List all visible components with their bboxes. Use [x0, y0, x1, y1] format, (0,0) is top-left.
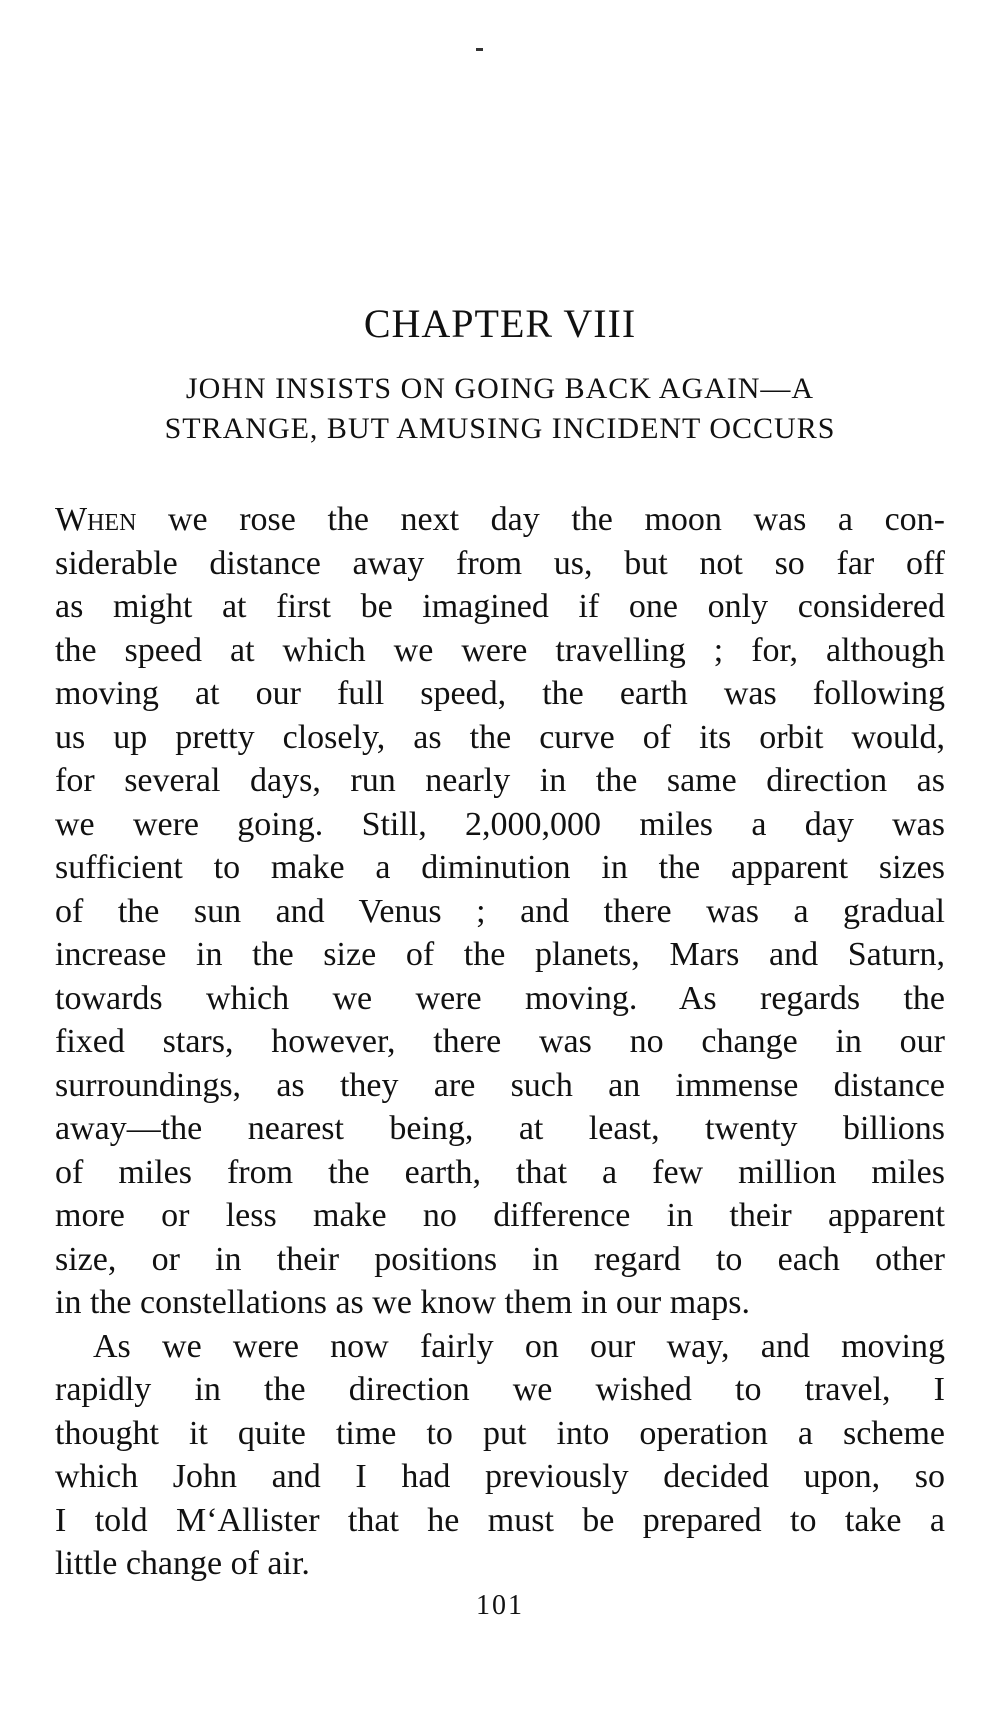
line-text: for several days, run nearly in the same direction as	[55, 762, 945, 799]
text-line	[55, 1151, 945, 1195]
text-line	[55, 1281, 945, 1325]
line-text: more or less make no difference in their apparent	[55, 1197, 945, 1234]
line-text: moving at our full speed, the earth was following	[55, 675, 945, 712]
line-text: thought it quite time to put into operation a scheme	[55, 1414, 945, 1452]
text-line	[55, 716, 945, 760]
line-text: towards which we were moving. As regards the	[55, 979, 945, 1017]
text-line	[55, 977, 945, 1021]
text-line	[55, 759, 945, 803]
line-text: fixed stars, however, there was no change in our	[55, 1023, 945, 1060]
line-text: us up pretty closely, as the curve of its orbit would,	[55, 718, 945, 756]
scan-mark	[476, 48, 483, 51]
text-line	[55, 1064, 945, 1108]
text-line	[55, 585, 945, 629]
text-line	[55, 1020, 945, 1064]
page-number: 101	[476, 1590, 524, 1621]
text-line	[55, 1194, 945, 1238]
text-line	[55, 1368, 945, 1412]
line-text: I told M‘Allister that he must be prepared to take a	[55, 1501, 945, 1539]
chapter-heading: CHAPTER VIII	[363, 301, 637, 346]
chapter-subtitle-line-2: STRANGE, BUT AMUSING INCIDENT OCCURS	[164, 412, 836, 445]
line-text: size, or in their positions in regard to each other	[55, 1240, 945, 1278]
body-text	[55, 498, 945, 1586]
text-line	[55, 629, 945, 673]
line-text: little change of air.	[55, 1545, 310, 1582]
text-line	[55, 1107, 945, 1151]
text-line	[55, 1499, 945, 1543]
text-line	[55, 890, 945, 934]
text-line	[55, 498, 945, 542]
text-line	[55, 803, 945, 847]
line-text: of miles from the earth, that a few million miles	[55, 1153, 945, 1191]
line-text: sufficient to make a diminution in the apparent sizes	[55, 849, 945, 886]
line-text: we rose the next day the moon was a con-	[168, 501, 945, 538]
text-line	[55, 846, 945, 890]
text-line	[55, 672, 945, 716]
line-text: which John and I had previously decided upon, so	[55, 1458, 945, 1495]
text-line	[55, 1412, 945, 1456]
line-text: As we were now fairly on our way, and moving	[93, 1327, 945, 1365]
text-line	[55, 542, 945, 586]
line-text: siderable distance away from us, but not so far off	[55, 544, 945, 582]
text-line	[55, 933, 945, 977]
line-text: increase in the size of the planets, Mars and Saturn,	[55, 936, 945, 973]
text-line	[55, 1455, 945, 1499]
line-text: we were going. Still, 2,000,000 miles a day was	[55, 805, 945, 843]
line-text: surroundings, as they are such an immense distance	[55, 1066, 945, 1104]
line-text: away—the nearest being, at least, twenty billions	[55, 1110, 945, 1147]
text-line	[55, 1542, 945, 1586]
line-text: rapidly in the direction we wished to travel, I	[55, 1371, 945, 1408]
line-text: the speed at which we were travelling ; for, although	[55, 631, 945, 669]
text-line	[55, 1238, 945, 1282]
line-text: as might at first be imagined if one only considered	[55, 588, 945, 625]
text-line	[55, 1325, 945, 1369]
chapter-subtitle-line-1: JOHN INSISTS ON GOING BACK AGAIN—A	[185, 372, 815, 405]
opening-word: When	[55, 501, 137, 538]
line-text: in the constellations as we know them in our maps.	[55, 1284, 750, 1321]
line-text: of the sun and Venus ; and there was a gradual	[55, 892, 945, 930]
